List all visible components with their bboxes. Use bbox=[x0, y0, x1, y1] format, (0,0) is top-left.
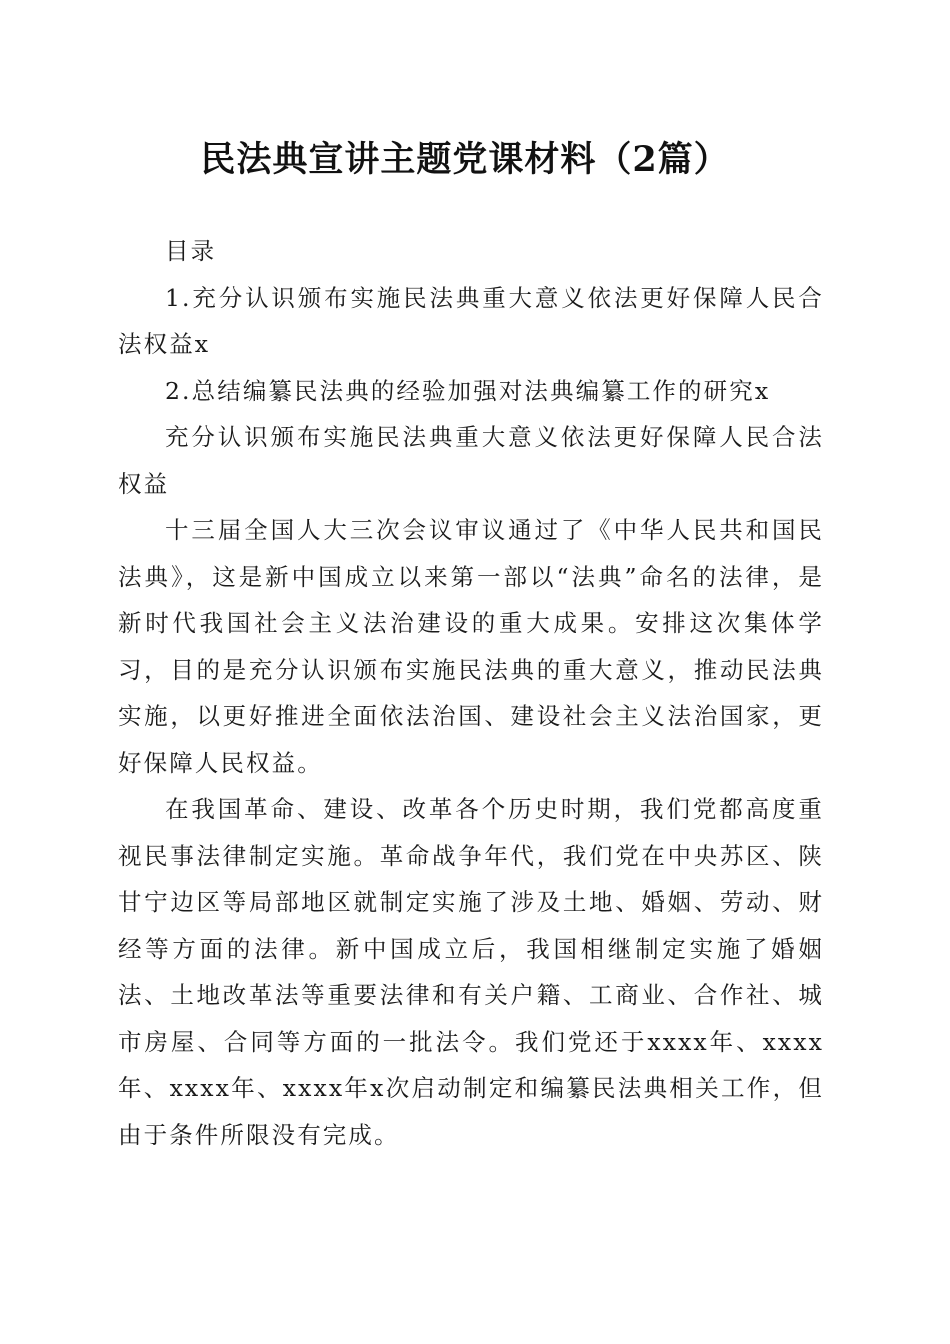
toc-heading: 目录 bbox=[165, 237, 217, 265]
toc-item-1: 1.充分认识颁布实施民法典重大意义依法更好保障人民合法权益x bbox=[118, 283, 824, 358]
body-paragraph-1: 十三届全国人大三次会议审议通过了《中华人民共和国民法典》，这是新中国成立以来第一部以“法典”命名的法律，是新时代我国社会主义法治建设的重大成果。安排这次集体学习，目的是充分认识颁布实施民法典的重大意义，推动民法典实施，以更好推进全面依法治国、建设社会主义法治国家，更好保障人民权益。 bbox=[118, 516, 824, 777]
toc-item-2: 2.总结编纂民法典的经验加强对法典编纂工作的研究x bbox=[165, 376, 771, 405]
section-heading: 充分认识颁布实施民法典重大意义依法更好保障人民合法权益 bbox=[118, 423, 824, 498]
body-paragraph-2: 在我国革命、建设、改革各个历史时期，我们党都高度重视民事法律制定实施。革命战争年代，我们党在中央苏区、陕甘宁边区等局部地区就制定实施了涉及土地、婚姻、劳动、财经等方面的法律。新中国成立后，我国相继制定实施了婚姻法、土地改革法等重要法律和有关户籍、工商业、合作社、城市房屋、合同等方面的一批法令。我们党还于xxxx年、xxxx年、xxxx年、xxxx年x次启动制定和编纂民法典相关工作，但由于条件所限没有完成。 bbox=[118, 795, 824, 1149]
document-body bbox=[118, 228, 824, 1158]
document-title: 民法典宣讲主题党课材料（2篇） bbox=[200, 139, 730, 180]
